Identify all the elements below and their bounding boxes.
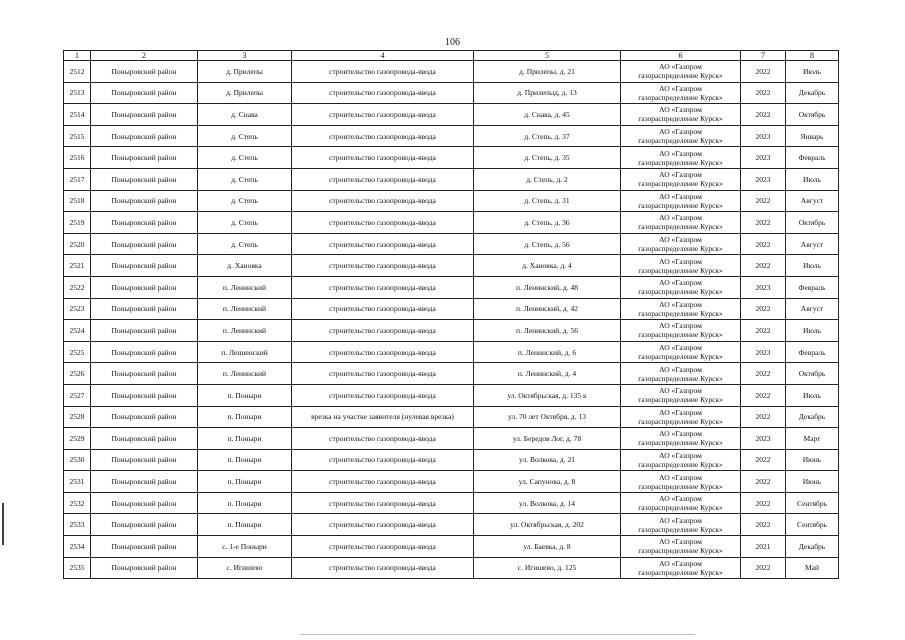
month-cell: Декабрь	[786, 536, 839, 558]
organization-line-1: АО «Газпром	[659, 127, 702, 137]
work-type-cell: строительство газопровода-ввода	[292, 61, 474, 83]
district-cell: Поныровский район	[91, 536, 198, 558]
district-cell: Поныровский район	[91, 190, 198, 212]
row-number: 2520	[64, 233, 91, 255]
table-row	[64, 233, 839, 255]
year-cell: 2022	[741, 61, 786, 83]
table-row	[64, 298, 839, 320]
year-cell: 2022	[741, 384, 786, 406]
month-cell: Июнь	[786, 471, 839, 493]
settlement-cell: с. 1-е Поныри	[198, 536, 292, 558]
address-cell: д. Снава, д. 45	[474, 104, 621, 126]
district-cell: Поныровский район	[91, 168, 198, 190]
row-number: 2532	[64, 492, 91, 514]
work-type-cell: строительство газопровода-ввода	[292, 428, 474, 450]
work-type-cell: строительство газопровода-ввода	[292, 168, 474, 190]
work-type-cell: строительство газопровода-ввода	[292, 536, 474, 558]
year-cell: 2022	[741, 471, 786, 493]
month-cell: Август	[786, 233, 839, 255]
district-cell: Поныровский район	[91, 255, 198, 277]
row-number: 2531	[64, 471, 91, 493]
month-cell: Февраль	[786, 341, 839, 363]
organization-line-2: газораспределение Курск»	[638, 352, 723, 362]
year-cell: 2023	[741, 125, 786, 147]
year-cell: 2022	[741, 449, 786, 471]
year-cell: 2023	[741, 428, 786, 450]
table-row	[64, 384, 839, 406]
month-cell: Сентябрь	[786, 514, 839, 536]
settlement-cell: п. Поныри	[198, 492, 292, 514]
address-cell: д. Степь, д. 36	[474, 212, 621, 234]
organization-cell	[621, 341, 741, 363]
year-cell: 2022	[741, 492, 786, 514]
district-cell: Поныровский район	[91, 514, 198, 536]
row-number: 2517	[64, 168, 91, 190]
work-type-cell: строительство газопровода-ввода	[292, 449, 474, 471]
address-cell: ул. Волкова, д. 21	[474, 449, 621, 471]
settlement-cell: д. Степь	[198, 168, 292, 190]
row-number: 2524	[64, 320, 91, 342]
settlement-cell: п. Поныри	[198, 449, 292, 471]
organization-line-2: газораспределение Курск»	[638, 503, 723, 513]
column-header: 1	[64, 51, 91, 61]
work-type-cell: строительство газопровода-ввода	[292, 320, 474, 342]
organization-line-1: АО «Газпром	[659, 386, 702, 396]
organization-line-1: АО «Газпром	[659, 407, 702, 417]
work-type-cell: строительство газопровода-ввода	[292, 233, 474, 255]
organization-line-2: газораспределение Курск»	[638, 287, 723, 297]
organization-line-1: АО «Газпром	[659, 170, 702, 180]
table-row	[64, 406, 839, 428]
organization-line-2: газораспределение Курск»	[638, 92, 723, 102]
organization-line-2: газораспределение Курск»	[638, 222, 723, 232]
organization-cell	[621, 471, 741, 493]
address-cell: п. Ленинский, д. 56	[474, 320, 621, 342]
column-header: 8	[786, 51, 839, 61]
organization-line-1: АО «Газпром	[659, 558, 702, 568]
month-cell: Октябрь	[786, 104, 839, 126]
organization-line-2: газораспределение Курск»	[638, 481, 723, 491]
district-cell: Поныровский район	[91, 406, 198, 428]
month-cell: Октябрь	[786, 363, 839, 385]
work-type-cell: строительство газопровода-ввода	[292, 82, 474, 104]
year-cell: 2022	[741, 255, 786, 277]
year-cell: 2023	[741, 168, 786, 190]
settlement-cell: д. Степь	[198, 212, 292, 234]
organization-line-1: АО «Газпром	[659, 494, 702, 504]
organization-line-1: АО «Газпром	[659, 278, 702, 288]
column-header: 2	[91, 51, 198, 61]
district-cell: Поныровский район	[91, 125, 198, 147]
organization-line-1: АО «Газпром	[659, 321, 702, 331]
month-cell: Май	[786, 557, 839, 579]
month-cell: Июль	[786, 384, 839, 406]
organization-cell	[621, 320, 741, 342]
district-cell: Поныровский район	[91, 428, 198, 450]
table-row	[64, 255, 839, 277]
address-cell: п. Ленинский, д. 6	[474, 341, 621, 363]
district-cell: Поныровский район	[91, 320, 198, 342]
settlement-cell: д. Степь	[198, 147, 292, 169]
row-number: 2526	[64, 363, 91, 385]
address-cell: д. Степь, д. 35	[474, 147, 621, 169]
table-row	[64, 125, 839, 147]
organization-line-2: газораспределение Курск»	[638, 200, 723, 210]
work-type-cell: строительство газопровода-ввода	[292, 492, 474, 514]
month-cell: Февраль	[786, 147, 839, 169]
year-cell: 2022	[741, 233, 786, 255]
address-cell: д. Степь, д. 37	[474, 125, 621, 147]
address-cell: д. Прилепы, д. 21	[474, 61, 621, 83]
organization-line-1: АО «Газпром	[659, 515, 702, 525]
settlement-cell: д. Прилепы	[198, 61, 292, 83]
table-row	[64, 449, 839, 471]
organization-cell	[621, 406, 741, 428]
settlement-cell: п. Поныри	[198, 514, 292, 536]
month-cell: Июль	[786, 168, 839, 190]
settlement-cell: п. Ленинский	[198, 320, 292, 342]
settlement-cell: с. Игишево	[198, 557, 292, 579]
row-number: 2533	[64, 514, 91, 536]
work-type-cell: строительство газопровода-ввода	[292, 384, 474, 406]
row-number: 2535	[64, 557, 91, 579]
row-number: 2513	[64, 82, 91, 104]
month-cell: Август	[786, 190, 839, 212]
organization-cell	[621, 276, 741, 298]
year-cell: 2022	[741, 514, 786, 536]
settlement-cell: д. Степь	[198, 125, 292, 147]
row-number: 2522	[64, 276, 91, 298]
settlement-cell: п. Ленинский	[198, 276, 292, 298]
organization-line-1: АО «Газпром	[659, 235, 702, 245]
organization-line-1: АО «Газпром	[659, 105, 702, 115]
row-number: 2515	[64, 125, 91, 147]
settlement-cell: п. Поныри	[198, 471, 292, 493]
organization-cell	[621, 82, 741, 104]
table-row	[64, 471, 839, 493]
table-row	[64, 320, 839, 342]
work-type-cell: строительство газопровода-ввода	[292, 125, 474, 147]
work-type-cell: врезка на участке заявителя (нулевая врезка)	[292, 406, 474, 428]
settlement-cell: п. Поныри	[198, 384, 292, 406]
year-cell: 2022	[741, 298, 786, 320]
organization-cell	[621, 190, 741, 212]
month-cell: Июль	[786, 61, 839, 83]
row-number: 2514	[64, 104, 91, 126]
row-number: 2527	[64, 384, 91, 406]
address-cell: п. Ленинский, д. 48	[474, 276, 621, 298]
organization-cell	[621, 255, 741, 277]
organization-line-1: АО «Газпром	[659, 148, 702, 158]
organization-line-1: АО «Газпром	[659, 299, 702, 309]
district-cell: Поныровский район	[91, 212, 198, 234]
row-number: 2516	[64, 147, 91, 169]
organization-cell	[621, 168, 741, 190]
table-row	[64, 190, 839, 212]
table-row	[64, 168, 839, 190]
month-cell: Июнь	[786, 449, 839, 471]
organization-line-1: АО «Газпром	[659, 472, 702, 482]
organization-line-2: газораспределение Курск»	[638, 157, 723, 167]
table-row	[64, 147, 839, 169]
row-number: 2518	[64, 190, 91, 212]
organization-line-2: газораспределение Курск»	[638, 395, 723, 405]
district-cell: Поныровский район	[91, 363, 198, 385]
gas-connection-table	[63, 50, 839, 579]
row-number: 2523	[64, 298, 91, 320]
scan-edge-mark	[2, 503, 4, 545]
address-cell: ул. Бередов Лог, д. 78	[474, 428, 621, 450]
settlement-cell: д. Хановка	[198, 255, 292, 277]
district-cell: Поныровский район	[91, 298, 198, 320]
organization-cell	[621, 125, 741, 147]
district-cell: Поныровский район	[91, 233, 198, 255]
address-cell: ул. Октябрьская, д. 202	[474, 514, 621, 536]
organization-cell	[621, 492, 741, 514]
settlement-cell: д. Степь	[198, 190, 292, 212]
table-row	[64, 536, 839, 558]
row-number: 2529	[64, 428, 91, 450]
address-cell: с. Игишево, д. 125	[474, 557, 621, 579]
year-cell: 2022	[741, 363, 786, 385]
organization-cell	[621, 147, 741, 169]
organization-line-2: газораспределение Курск»	[638, 459, 723, 469]
address-cell: ул. 70 лет Октября, д. 13	[474, 406, 621, 428]
work-type-cell: строительство газопровода-ввода	[292, 341, 474, 363]
table-body	[64, 61, 839, 579]
table-row	[64, 104, 839, 126]
work-type-cell: строительство газопровода-ввода	[292, 557, 474, 579]
month-cell: Октябрь	[786, 212, 839, 234]
settlement-cell: д. Снава	[198, 104, 292, 126]
address-cell: д. Степь, д. 2	[474, 168, 621, 190]
organization-line-2: газораспределение Курск»	[638, 416, 723, 426]
address-cell: ул. Октябрьская, д. 135 к	[474, 384, 621, 406]
work-type-cell: строительство газопровода-ввода	[292, 255, 474, 277]
table-row	[64, 428, 839, 450]
district-cell: Поныровский район	[91, 276, 198, 298]
organization-line-1: АО «Газпром	[659, 191, 702, 201]
organization-cell	[621, 363, 741, 385]
address-cell: ул. Сапунова, д. 8	[474, 471, 621, 493]
organization-cell	[621, 536, 741, 558]
month-cell: Июль	[786, 255, 839, 277]
page-number: 106	[445, 37, 460, 48]
year-cell: 2023	[741, 341, 786, 363]
address-cell: д. Прилепыд, д. 13	[474, 82, 621, 104]
address-cell: д. Хановка, д. 4	[474, 255, 621, 277]
organization-line-2: газораспределение Курск»	[638, 179, 723, 189]
organization-cell	[621, 298, 741, 320]
address-cell: ул. Волкова, д. 14	[474, 492, 621, 514]
organization-line-1: АО «Газпром	[659, 429, 702, 439]
organization-line-2: газораспределение Курск»	[638, 546, 723, 556]
row-number: 2519	[64, 212, 91, 234]
district-cell: Поныровский район	[91, 104, 198, 126]
work-type-cell: строительство газопровода-ввода	[292, 363, 474, 385]
settlement-cell: д. Прилепы	[198, 82, 292, 104]
address-cell: д. Степь, д. 56	[474, 233, 621, 255]
organization-line-2: газораспределение Курск»	[638, 330, 723, 340]
table-row	[64, 82, 839, 104]
district-cell: Поныровский район	[91, 341, 198, 363]
month-cell: Сентябрь	[786, 492, 839, 514]
column-header: 4	[292, 51, 474, 61]
district-cell: Поныровский район	[91, 449, 198, 471]
year-cell: 2022	[741, 320, 786, 342]
organization-line-2: газораспределение Курск»	[638, 524, 723, 534]
district-cell: Поныровский район	[91, 147, 198, 169]
organization-line-1: АО «Газпром	[659, 83, 702, 93]
organization-line-1: АО «Газпром	[659, 213, 702, 223]
row-number: 2534	[64, 536, 91, 558]
district-cell: Поныровский район	[91, 471, 198, 493]
work-type-cell: строительство газопровода-ввода	[292, 212, 474, 234]
organization-line-1: АО «Газпром	[659, 256, 702, 266]
month-cell: Июль	[786, 320, 839, 342]
settlement-cell: п. Ленинский	[198, 363, 292, 385]
organization-line-2: газораспределение Курск»	[638, 244, 723, 254]
table-row	[64, 514, 839, 536]
settlement-cell: п. Ленненский	[198, 341, 292, 363]
settlement-cell: п. Поныри	[198, 406, 292, 428]
table-row	[64, 61, 839, 83]
column-header: 5	[474, 51, 621, 61]
organization-cell	[621, 384, 741, 406]
organization-line-2: газораспределение Курск»	[638, 114, 723, 124]
organization-line-1: АО «Газпром	[659, 450, 702, 460]
table-row	[64, 492, 839, 514]
district-cell: Поныровский район	[91, 557, 198, 579]
organization-cell	[621, 212, 741, 234]
address-cell: д. Степь, д. 31	[474, 190, 621, 212]
organization-cell	[621, 61, 741, 83]
table-row	[64, 363, 839, 385]
month-cell: Август	[786, 298, 839, 320]
address-cell: п. Ленинский, д. 42	[474, 298, 621, 320]
organization-line-2: газораспределение Курск»	[638, 265, 723, 275]
row-number: 2512	[64, 61, 91, 83]
month-cell: Март	[786, 428, 839, 450]
district-cell: Поныровский район	[91, 492, 198, 514]
month-cell: Февраль	[786, 276, 839, 298]
year-cell: 2023	[741, 276, 786, 298]
organization-line-1: АО «Газпром	[659, 62, 702, 72]
district-cell: Поныровский район	[91, 82, 198, 104]
table-header-row	[64, 51, 839, 61]
work-type-cell: строительство газопровода-ввода	[292, 104, 474, 126]
district-cell: Поныровский район	[91, 384, 198, 406]
organization-line-1: АО «Газпром	[659, 364, 702, 374]
organization-line-2: газораспределение Курск»	[638, 308, 723, 318]
work-type-cell: строительство газопровода-ввода	[292, 147, 474, 169]
row-number: 2525	[64, 341, 91, 363]
address-cell: ул. Баевка, д. 8	[474, 536, 621, 558]
year-cell: 2022	[741, 82, 786, 104]
month-cell: Декабрь	[786, 82, 839, 104]
organization-line-2: газораспределение Курск»	[638, 71, 723, 81]
year-cell: 2022	[741, 104, 786, 126]
organization-line-2: газораспределение Курск»	[638, 438, 723, 448]
district-cell: Поныровский район	[91, 61, 198, 83]
year-cell: 2022	[741, 557, 786, 579]
table-row	[64, 212, 839, 234]
month-cell: Январь	[786, 125, 839, 147]
column-header: 6	[621, 51, 741, 61]
month-cell: Декабрь	[786, 406, 839, 428]
work-type-cell: строительство газопровода-ввода	[292, 190, 474, 212]
organization-cell	[621, 449, 741, 471]
row-number: 2528	[64, 406, 91, 428]
organization-cell	[621, 514, 741, 536]
organization-line-2: газораспределение Курск»	[638, 373, 723, 383]
column-header: 7	[741, 51, 786, 61]
organization-line-2: газораспределение Курск»	[638, 136, 723, 146]
organization-cell	[621, 233, 741, 255]
row-number: 2530	[64, 449, 91, 471]
work-type-cell: строительство газопровода-ввода	[292, 471, 474, 493]
year-cell: 2023	[741, 147, 786, 169]
organization-line-1: АО «Газпром	[659, 537, 702, 547]
year-cell: 2022	[741, 190, 786, 212]
year-cell: 2021	[741, 536, 786, 558]
settlement-cell: д. Степь	[198, 233, 292, 255]
column-header: 3	[198, 51, 292, 61]
settlement-cell: п. Ленинский	[198, 298, 292, 320]
table-row	[64, 557, 839, 579]
table-row	[64, 341, 839, 363]
year-cell: 2022	[741, 406, 786, 428]
settlement-cell: п. Поныри	[198, 428, 292, 450]
organization-cell	[621, 557, 741, 579]
organization-cell	[621, 428, 741, 450]
organization-line-1: АО «Газпром	[659, 343, 702, 353]
table-row	[64, 276, 839, 298]
bottom-rule	[300, 634, 695, 635]
organization-cell	[621, 104, 741, 126]
organization-line-2: газораспределение Курск»	[638, 567, 723, 577]
work-type-cell: строительство газопровода-ввода	[292, 276, 474, 298]
year-cell: 2022	[741, 212, 786, 234]
work-type-cell: строительство газопровода-ввода	[292, 514, 474, 536]
row-number: 2521	[64, 255, 91, 277]
address-cell: п. Ленинский, д. 4	[474, 363, 621, 385]
work-type-cell: строительство газопровода-ввода	[292, 298, 474, 320]
